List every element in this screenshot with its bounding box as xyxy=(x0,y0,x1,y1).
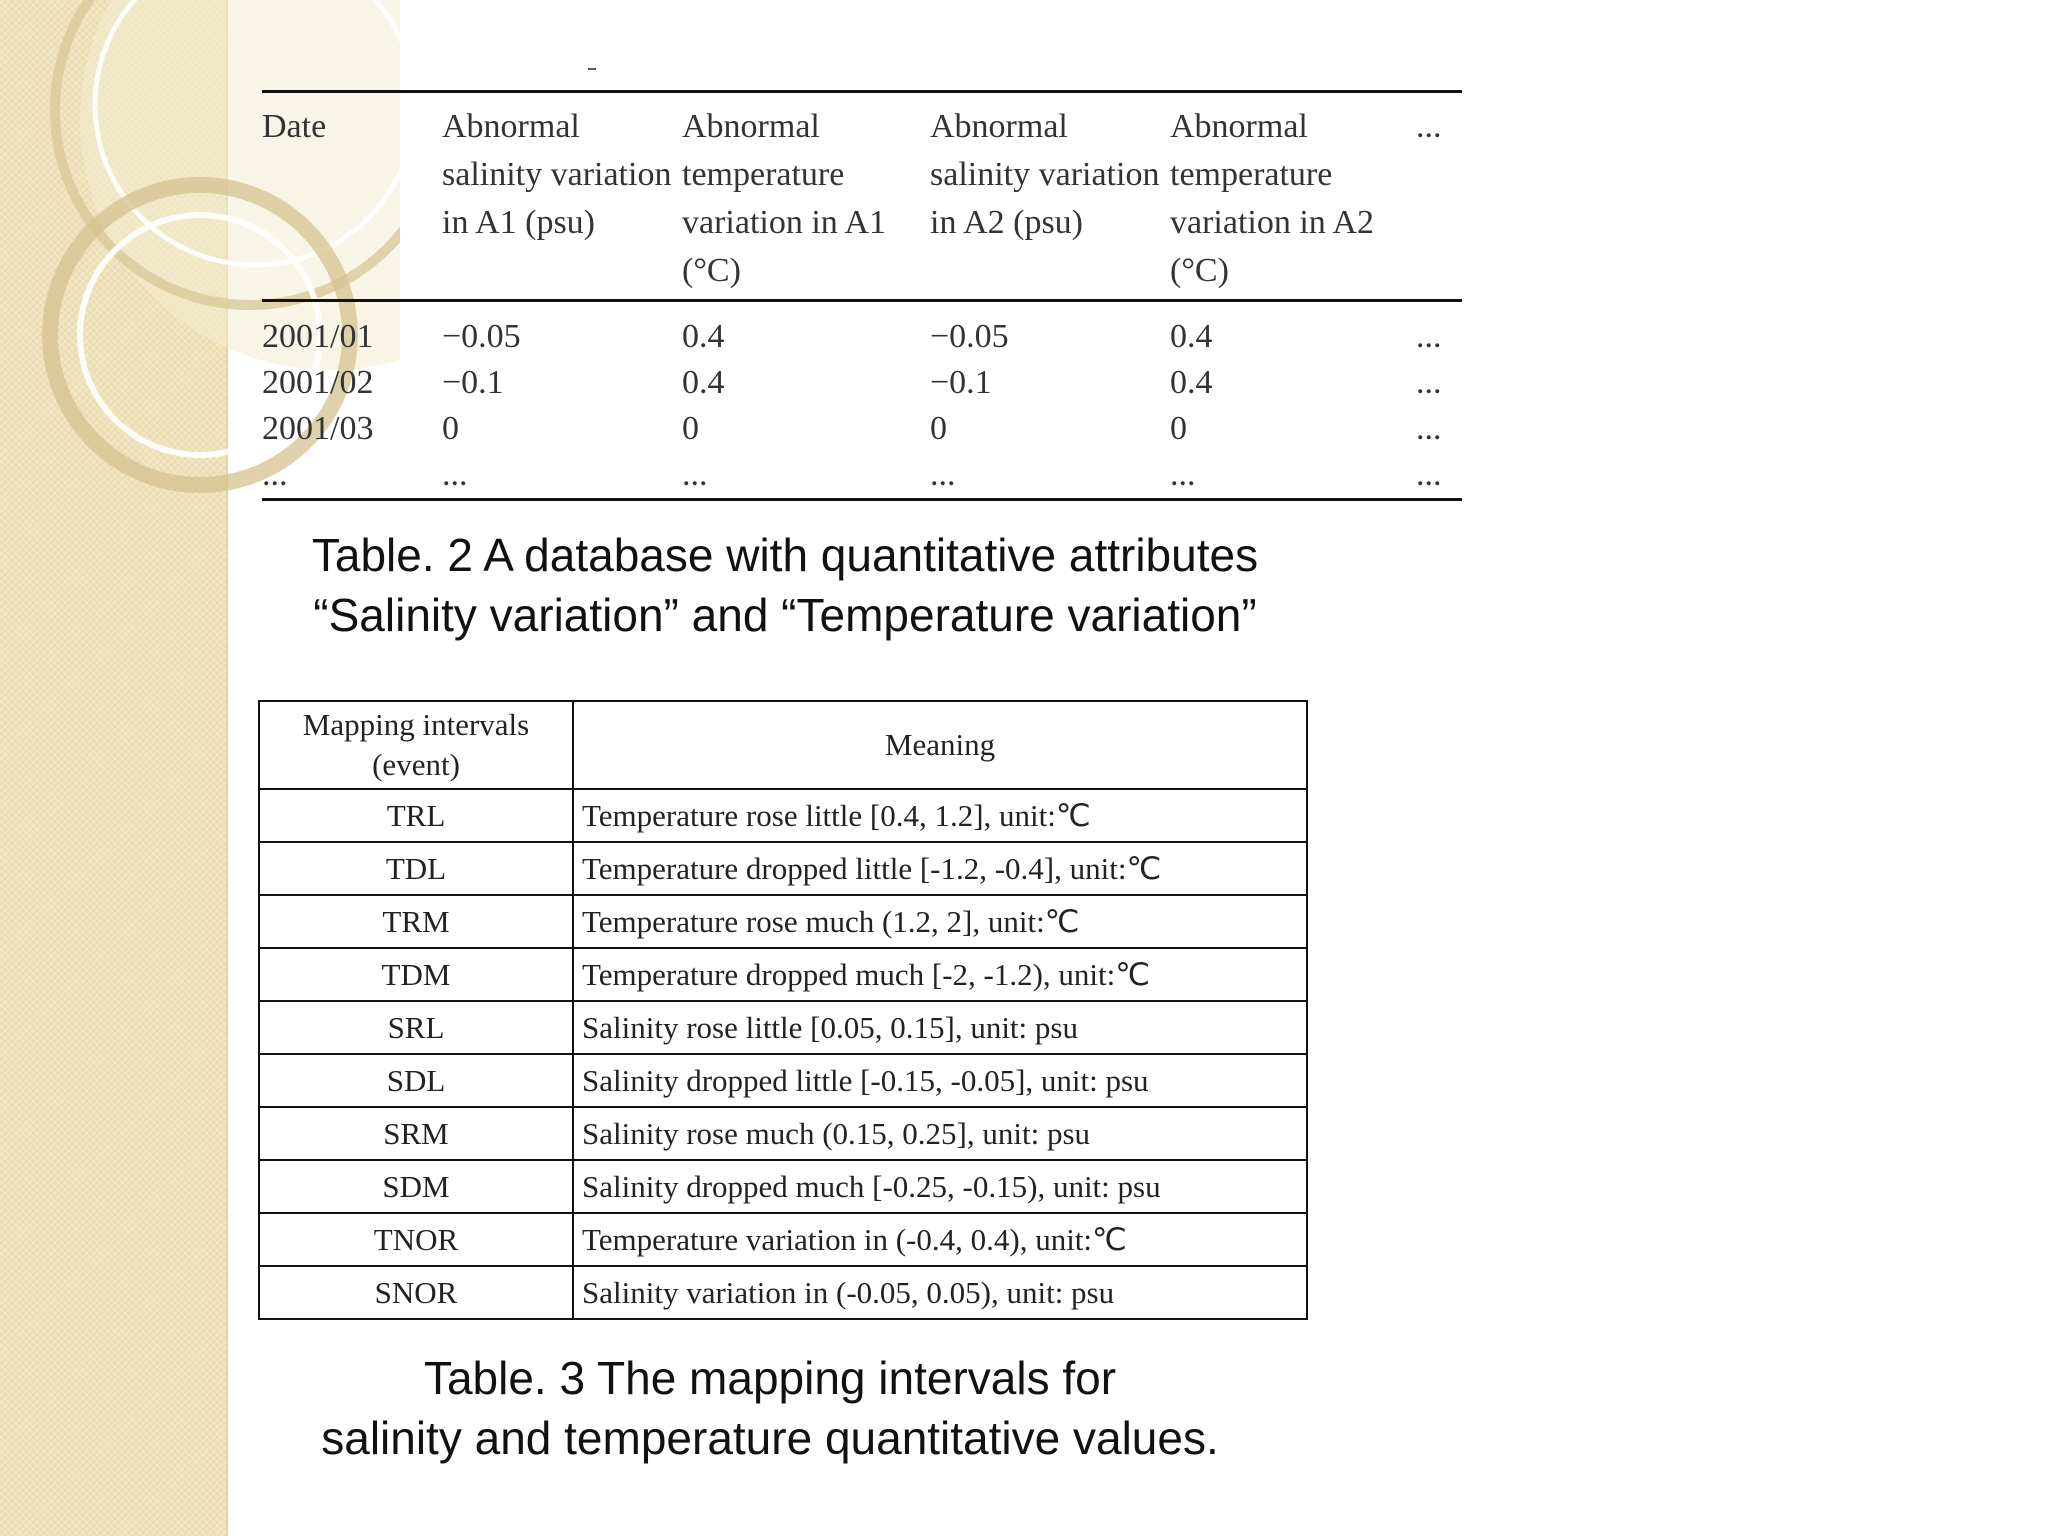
header-temperature-a2: Abnormal temperature variation in A2 (°C) xyxy=(1170,108,1374,289)
cell-ellipsis: ... xyxy=(1416,364,1442,401)
cell-meaning: Temperature rose little [0.4, 1.2], unit:℃ xyxy=(573,789,1307,842)
cell-event: TDL xyxy=(259,842,573,895)
cell-value: 0.4 xyxy=(682,364,725,401)
cell-date: 2001/02 xyxy=(262,364,374,401)
cell-meaning: Salinity variation in (-0.05, 0.05), unit: psu xyxy=(573,1266,1307,1319)
cell-value: −0.1 xyxy=(930,364,992,401)
cell-meaning: Salinity rose little [0.05, 0.15], unit: psu xyxy=(573,1001,1307,1054)
header-temperature-a1: Abnormal temperature variation in A1 (°C) xyxy=(682,108,886,289)
table-row xyxy=(259,1054,1307,1107)
cell-ellipsis: ... xyxy=(682,456,708,493)
cell-ellipsis: ... xyxy=(442,456,468,493)
cell-date: 2001/01 xyxy=(262,318,374,355)
header-ellipsis: ... xyxy=(1416,108,1442,145)
table-row xyxy=(262,406,1462,452)
table-row xyxy=(259,842,1307,895)
header-salinity-a1: Abnormal salinity variation in A1 (psu) xyxy=(442,108,672,241)
table-2-caption xyxy=(250,525,1320,645)
table-row xyxy=(259,789,1307,842)
cell-meaning: Salinity dropped little [-0.15, -0.05], unit: psu xyxy=(573,1054,1307,1107)
table-row xyxy=(259,1160,1307,1213)
cell-meaning: Salinity rose much (0.15, 0.25], unit: psu xyxy=(573,1107,1307,1160)
header-meaning: Meaning xyxy=(573,701,1307,789)
caption-line: “Salinity variation” and “Temperature variation” xyxy=(313,589,1257,641)
cell-ellipsis: ... xyxy=(930,456,956,493)
caption-line: salinity and temperature quantitative values. xyxy=(321,1412,1219,1464)
header-salinity-a2: Abnormal salinity variation in A2 (psu) xyxy=(930,108,1160,241)
caption-line: Table. 3 The mapping intervals for xyxy=(423,1352,1117,1404)
table-row xyxy=(259,948,1307,1001)
cell-ellipsis: ... xyxy=(262,456,288,493)
cell-value: −0.1 xyxy=(442,364,504,401)
cell-value: −0.05 xyxy=(442,318,521,355)
cell-event: SRL xyxy=(259,1001,573,1054)
cell-value: 0 xyxy=(442,410,459,447)
cell-value: 0.4 xyxy=(682,318,725,355)
cell-ellipsis: ... xyxy=(1170,456,1196,493)
cell-event: SNOR xyxy=(259,1266,573,1319)
salinity-temperature-database-table xyxy=(262,90,1462,501)
table-header-row xyxy=(262,92,1462,301)
caption-line: Table. 2 A database with quantitative attributes xyxy=(311,529,1259,581)
cell-meaning: Temperature rose much (1.2, 2], unit:℃ xyxy=(573,895,1307,948)
cell-value: −0.05 xyxy=(930,318,1009,355)
cell-value: 0 xyxy=(1170,410,1187,447)
table-row xyxy=(262,301,1462,361)
header-mapping-intervals: Mapping intervals (event) xyxy=(259,701,573,789)
cell-value: 0 xyxy=(682,410,699,447)
cell-event: TDM xyxy=(259,948,573,1001)
stray-dash-mark xyxy=(588,68,596,70)
table-row xyxy=(259,895,1307,948)
mapping-intervals-table xyxy=(258,700,1308,1320)
cell-meaning: Temperature variation in (-0.4, 0.4), unit:℃ xyxy=(573,1213,1307,1266)
cell-meaning: Temperature dropped little [-1.2, -0.4], unit:℃ xyxy=(573,842,1307,895)
cell-event: SDL xyxy=(259,1054,573,1107)
cell-event: SDM xyxy=(259,1160,573,1213)
table-row xyxy=(259,1266,1307,1319)
cell-ellipsis: ... xyxy=(1416,410,1442,447)
table-row xyxy=(262,360,1462,406)
cell-ellipsis: ... xyxy=(1416,456,1442,493)
table-row xyxy=(259,1107,1307,1160)
table-header-row xyxy=(259,701,1307,789)
cell-meaning: Temperature dropped much [-2, -1.2), unit:℃ xyxy=(573,948,1307,1001)
cell-event: SRM xyxy=(259,1107,573,1160)
cell-meaning: Salinity dropped much [-0.25, -0.15), unit: psu xyxy=(573,1160,1307,1213)
header-date: Date xyxy=(262,108,327,145)
cell-event: TRM xyxy=(259,895,573,948)
table-3-caption xyxy=(250,1348,1290,1468)
table-row xyxy=(259,1001,1307,1054)
table-row xyxy=(259,1213,1307,1266)
cell-event: TRL xyxy=(259,789,573,842)
cell-date: 2001/03 xyxy=(262,410,374,447)
cell-ellipsis: ... xyxy=(1416,318,1442,355)
cell-value: 0 xyxy=(930,410,947,447)
cell-value: 0.4 xyxy=(1170,364,1213,401)
cell-value: 0.4 xyxy=(1170,318,1213,355)
cell-event: TNOR xyxy=(259,1213,573,1266)
table-row xyxy=(262,452,1462,500)
